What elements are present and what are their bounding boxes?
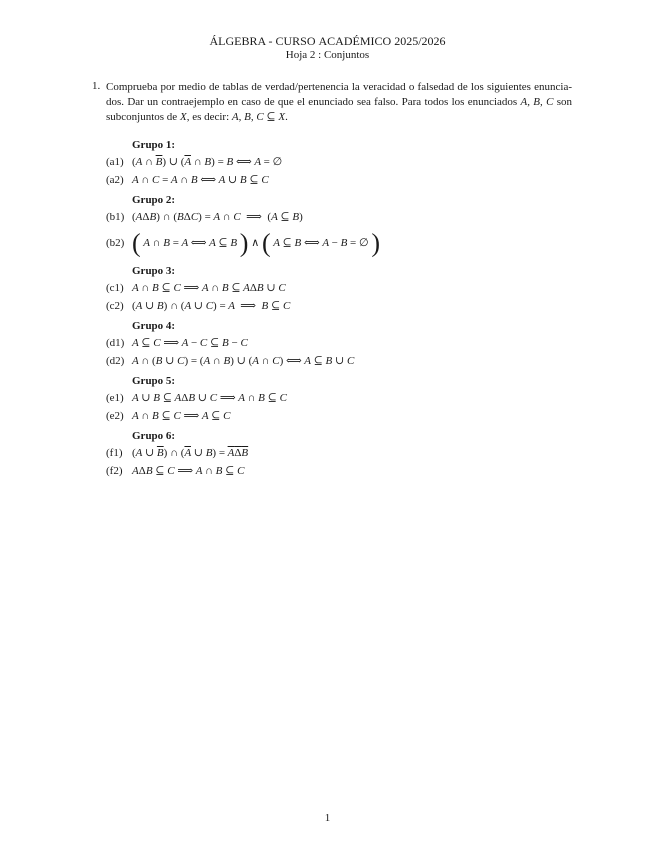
item-label: (f1) bbox=[106, 447, 123, 459]
exercise-item bbox=[106, 389, 566, 407]
group-title: Grupo 5: bbox=[132, 375, 176, 387]
exercise-item bbox=[106, 444, 566, 462]
exercise-item bbox=[106, 208, 566, 226]
item-expression: A ⊆ C ⟹ A − C ⊆ B − C bbox=[132, 337, 248, 349]
item-expression: A ∪ B ⊆ AΔB ∪ C ⟹ A ∩ B ⊆ C bbox=[132, 392, 287, 404]
item-expression: (A ∪ $\overline{B}$) ∩ ($\overline{A}$ ∪ B) = AΔB bbox=[132, 447, 249, 459]
problem-number: 1. bbox=[92, 80, 101, 92]
item-expression: (A ∪ B) ∩ (A ∪ C) = A ⟹ B ⊆ C bbox=[132, 300, 291, 312]
item-label: (c2) bbox=[106, 300, 124, 312]
exercise-groups bbox=[106, 134, 566, 480]
item-expression: A ∩ B ⊆ C ⟹ A ⊆ C bbox=[132, 410, 231, 422]
page-subtitle: Hoja 2 : Conjuntos bbox=[285, 49, 370, 61]
group-title: Grupo 1: bbox=[132, 139, 176, 151]
group-title: Grupo 3: bbox=[132, 265, 176, 277]
item-expression: (A ∩ $\overline{B}$) ∪ ($\overline{A}$ ∩ B) = B ⟺ A = ∅ bbox=[132, 156, 283, 168]
item-expression: AΔB ⊆ C ⟹ A ∩ B ⊆ C bbox=[132, 465, 245, 477]
exercise-item bbox=[106, 352, 566, 370]
page-title: ÁLGEBRA - CURSO ACADÉMICO 2025/2026 bbox=[209, 34, 446, 48]
exercise-item bbox=[106, 226, 566, 260]
page-header bbox=[0, 34, 655, 62]
page-number: 1 bbox=[324, 812, 331, 824]
item-expression: A ∩ C = A ∩ B ⟺ A ∪ B ⊆ C bbox=[132, 174, 269, 186]
group-title: Grupo 4: bbox=[132, 320, 176, 332]
item-expression: A ∩ (B ∪ C) = (A ∩ B) ∪ (A ∩ C) ⟺ A ⊆ B ∪ C bbox=[132, 355, 355, 367]
exercise-item bbox=[106, 297, 566, 315]
exercise-item bbox=[106, 171, 566, 189]
item-label: (f2) bbox=[106, 465, 123, 477]
item-expression: A ∩ B ⊆ C ⟹ A ∩ B ⊆ AΔB ∪ C bbox=[132, 282, 286, 294]
exercise-item bbox=[106, 279, 566, 297]
problem-text: Comprueba por medio de tablas de verdad/pertenencia la veracidad o falsedad de los siguientes enuncia- dos. Dar un contraejemplo en caso de que el enunciado sea falso. Para todos los enunciados A, B, C son subconjuntos de X, es decir: A, B, C ⊆ X. bbox=[106, 81, 573, 123]
problem-statement bbox=[92, 80, 572, 125]
group-title: Grupo 2: bbox=[132, 194, 176, 206]
item-label: (b2) bbox=[106, 237, 125, 249]
exercise-item bbox=[106, 407, 566, 425]
item-label: (d1) bbox=[106, 337, 125, 349]
item-label: (e1) bbox=[106, 392, 124, 404]
item-label: (b1) bbox=[106, 211, 125, 223]
item-label: (a2) bbox=[106, 174, 124, 186]
item-label: (e2) bbox=[106, 410, 124, 422]
item-label: (a1) bbox=[106, 156, 124, 168]
item-label: (d2) bbox=[106, 355, 125, 367]
exercise-item bbox=[106, 153, 566, 171]
item-label: (c1) bbox=[106, 282, 124, 294]
group-title: Grupo 6: bbox=[132, 430, 176, 442]
item-expression: (AΔB) ∩ (BΔC) = A ∩ C ⟹ (A ⊆ B) bbox=[132, 211, 303, 223]
exercise-item bbox=[106, 334, 566, 352]
item-expression: ( A ∩ B = A ⟺ A ⊆ B ) ∧ ( A ⊆ B ⟺ A − B = ∅ ) bbox=[132, 228, 381, 258]
exercise-item bbox=[106, 462, 566, 480]
